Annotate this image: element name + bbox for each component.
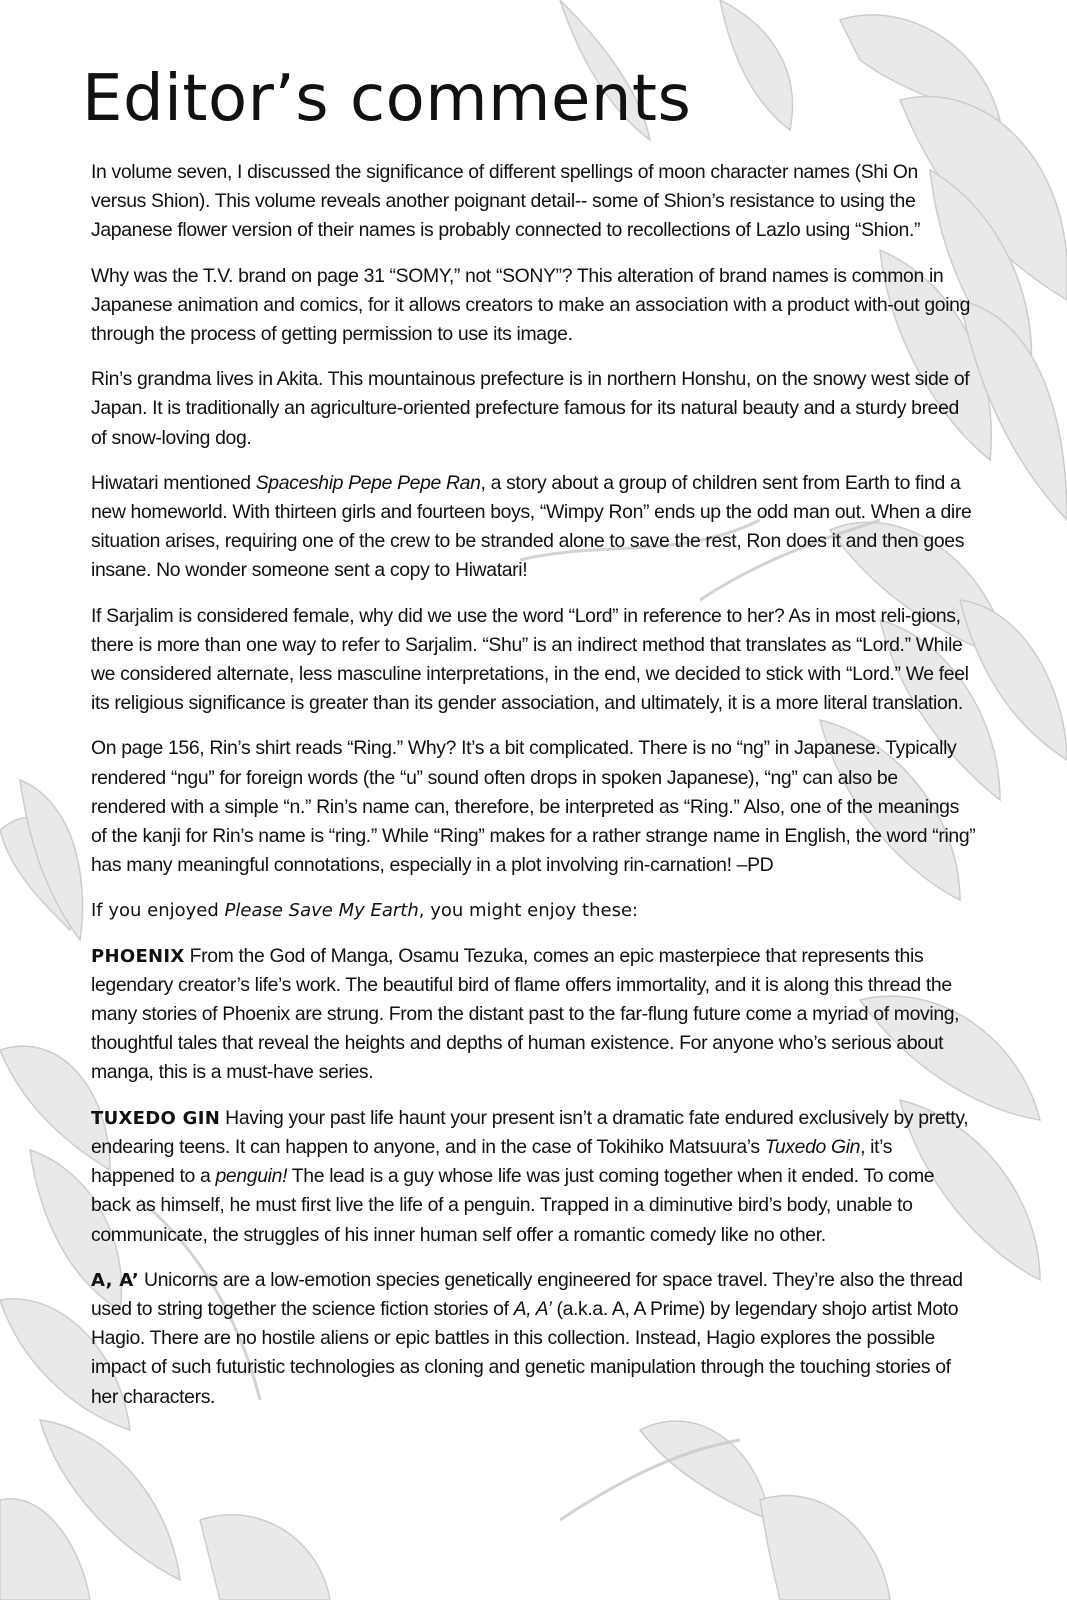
text-run: The lead is a guy whose life was just coming together when it ended. To come back as himself, he must first live the life of a penguin. Trapped in a diminutive bird’s body, unable to communicate, the struggles of his inner human self offer a romantic comedy like no other. xyxy=(91,1165,935,1246)
title-please-save-my-earth: Please Save My Earth xyxy=(224,900,419,922)
comment-paragraph xyxy=(91,469,977,586)
recommendations-intro xyxy=(91,896,977,925)
text-run: Hiwatari mentioned xyxy=(91,471,256,494)
page-title: Editor’s comments xyxy=(82,62,692,136)
comment-paragraph: If Sarjalim is considered female, why did we use the word “Lord” in reference to her? As in most reli-gions, there is more than one way to refer to Sarjalim. “Shu” is an indirect method that translates as “Lord.” While we considered alternate, less masculine interpretations, in the end, we decided to stick with “Lord.” We feel its religious significance is greater than its gender association, and ultimately, it is a more literal translation. xyxy=(91,604,969,715)
comments-body xyxy=(91,158,977,1428)
comment-paragraph: On page 156, Rin’s shirt reads “Ring.” Why? It’s a bit complicated. There is no “ng” in Japanese. Typically rendered “ngu” for foreign words (the “u” sound often drops in spoken Japanese), “ng” can also be rendered with a simple “n.” Rin’s name can, therefore, be interpreted as “Ring.” Also, one of the meanings of the kanji for Rin’s name is “ring.” While “Ring” makes for a rather strange name in English, the word “ring” has many meaningful connotations, especially in a plot involving rin-carnation! –PD xyxy=(91,737,976,877)
text-run: , a story about a group of children sent from Earth to find a new homeworld. With thirteen girls and fourteen boys, “Wimpy Ron” ends up the odd man out. When a dire situation arises, requiring one of the crew to be stranded alone to save the rest, Ron does it and then goes insane. No wonder someone sent a copy to Hiwatari! xyxy=(91,471,972,582)
emphasis-penguin: penguin! xyxy=(215,1165,288,1188)
recommendation-phoenix xyxy=(91,942,977,1088)
recommendation-tuxedo-gin xyxy=(91,1104,977,1250)
text-run: Unicorns are a low-emotion species genetically engineered for space travel. They’re also the thread used to string together the science fiction stories of xyxy=(91,1268,963,1320)
recommendation-title: TUXEDO GIN xyxy=(91,1107,221,1129)
title-a-a-prime: A, A’ xyxy=(513,1297,552,1320)
text-run: Having your past life haunt your present isn’t a dramatic fate endured exclusively by pretty, endearing teens. It can happen to anyone, and in the case of Tokihiko Matsuura’s xyxy=(91,1106,969,1158)
comment-paragraph: Rin’s grandma lives in Akita. This mountainous prefecture is in northern Honshu, on the snowy west side of Japan. It is traditionally an agriculture-oriented prefecture famous for its natural beauty and a sturdy breed of snow-loving dog. xyxy=(91,368,970,449)
text-run: , it’s happened to a xyxy=(91,1135,893,1188)
text-run: If you enjoyed xyxy=(91,900,225,922)
text-run: , you might enjoy these: xyxy=(418,900,639,922)
title-tuxedo-gin: Tuxedo Gin xyxy=(764,1135,861,1158)
comment-paragraph: In volume seven, I discussed the significance of different spellings of moon character names (Shi On versus Shion). This volume reveals another poignant detail-- some of Shion’s resistance to using the Japanese flower version of their names is probably connected to recollections of Lazlo using “Shion.” xyxy=(91,161,921,242)
comment-paragraph: Why was the T.V. brand on page 31 “SOMY,” not “SONY”? This alteration of brand names is common in Japanese animation and comics, for it allows creators to make an association with a product with-out going through the process of getting permission to use its image. xyxy=(91,264,971,346)
recommendation-a-a-prime xyxy=(91,1266,977,1412)
recommendation-title: A, A’ xyxy=(91,1269,139,1291)
text-run: (a.k.a. A, A Prime) by legendary shojo artist Moto Hagio. There are no hostile aliens or epic battles in this collection. Instead, Hagio explores the possible impact of such futuristic technologies as cloning and genetic manipulation through the touching stories of her characters. xyxy=(91,1297,959,1408)
recommendation-text: From the God of Manga, Osamu Tezuka, comes an epic masterpiece that represents this legendary creator’s life’s work. The beautiful bird of flame offers immortality, and it is along this thread the many stories of Phoenix are strung. From the distant past to the far-flung future come a myriad of moving, thoughtful tales that reveal the heights and depths of human existence. For anyone who’s serious about manga, this is a must-have series. xyxy=(91,944,960,1084)
title-spaceship-pepe-pepe-ran: Spaceship Pepe Pepe Ran xyxy=(255,471,481,494)
recommendation-title: PHOENIX xyxy=(91,945,185,967)
